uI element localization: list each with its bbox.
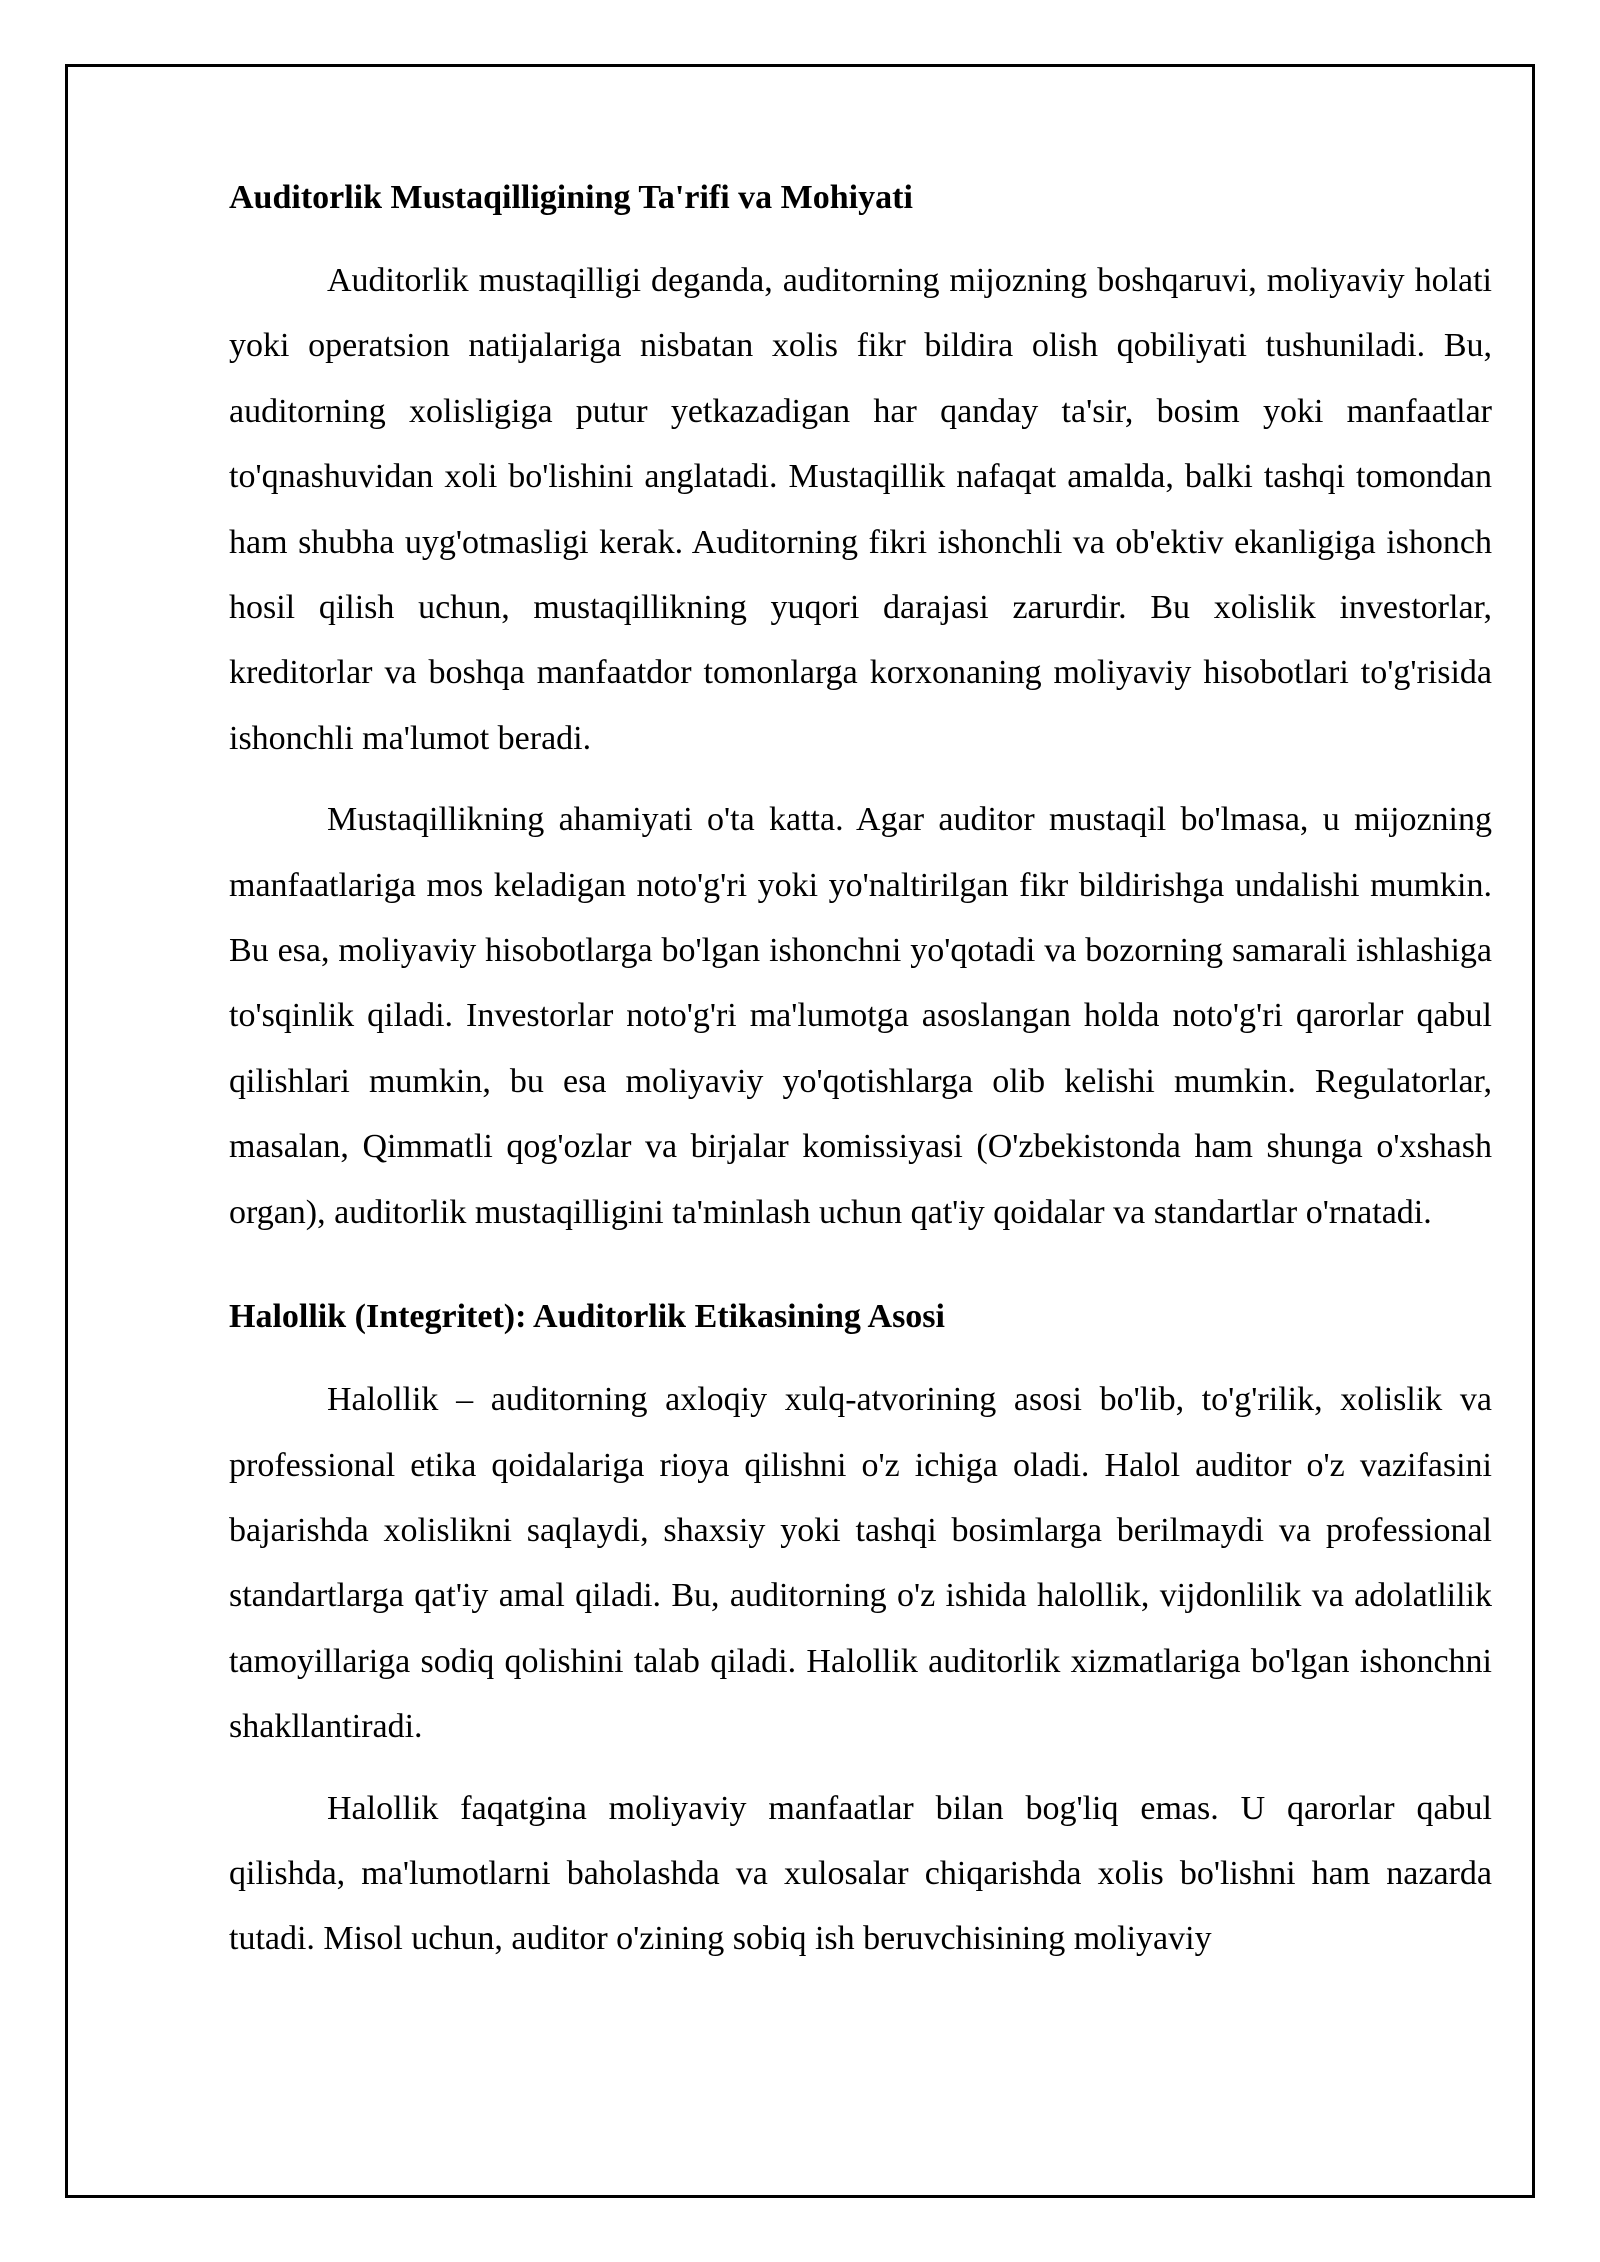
paragraph-independence-importance: Mustaqillikning ahamiyati o'ta katta. Agar auditor mustaqil bo'lmasa, u mijozning manfaatlariga mos keladigan noto'g'ri yoki yo'naltirilgan fikr bildirishga undalishi mumkin. Bu esa, moliyaviy hisobotlarga bo'lgan ishonchni yo'qotadi va bozorning samarali ishlashiga to'sqinlik qiladi. Investorlar noto'g'ri ma'lumotga asoslangan holda noto'g'ri qarorlar qabul qilishlari mumkin, bu esa moliyaviy yo'qotishlarga olib kelishi mumkin. Regulatorlar, masalan, Qimmatli qog'ozlar va birjalar komissiyasi (O'zbekistonda ham shunga o'xshash organ), auditorlik mustaqilligini ta'minlash uchun qat'iy qoidalar va standartlar o'rnatadi. <box>229 801 1492 1231</box>
paragraph-integrity-definition: Halollik – auditorning axloqiy xulq-atvorining asosi bo'lib, to'g'rilik, xolislik va professional etika qoidalariga rioya qilishni o'z ichiga oladi. Halol auditor o'z vazifasini bajarishda xolislikni saqlaydi, shaxsiy yoki tashqi bosimlarga berilmaydi va professional standartlarga qat'iy amal qiladi. Bu, auditorning o'z ishida halollik, vijdonlilik va adolatlilik tamoyillariga sodiq qolishini talab qiladi. Halollik auditorlik xizmatlariga bo'lgan ishonchni shakllantiradi. <box>229 1381 1492 1746</box>
paragraph-independence-definition: Auditorlik mustaqilligi deganda, auditorning mijozning boshqaruvi, moliyaviy holati yoki operatsion natijalariga nisbatan xolis fikr bildira olish qobiliyati tushuniladi. Bu, auditorning xolisligiga putur yetkazadigan har qanday ta'sir, bosim yoki manfaatlar to'qnashuvidan xoli bo'lishini anglatadi. Mustaqillik nafaqat amalda, balki tashqi tomondan ham shubha uyg'otmasligi kerak. Auditorning fikri ishonchli va ob'ektiv ekanligiga ishonch hosil qilish uchun, mustaqillikning yuqori darajasi zarurdir. Bu xolislik investorlar, kreditorlar va boshqa manfaatdor tomonlarga korxonaning moliyaviy hisobotlari to'g'risida ishonchli ma'lumot beradi. <box>229 262 1492 757</box>
paragraph-integrity-scope: Halollik faqatgina moliyaviy manfaatlar bilan bog'liq emas. U qarorlar qabul qilishda, ma'lumotlarni baholashda va xulosalar chiqarishda xolis bo'lishni ham nazarda tutadi. Misol uchun, auditor o'zining sobiq ish beruvchisining moliyaviy <box>229 1789 1492 1958</box>
section-heading-independence: Auditorlik Mustaqilligining Ta'rifi va Mohiyati <box>229 179 913 216</box>
document-body <box>229 170 1492 1988</box>
section-heading-integrity: Halollik (Integritet): Auditorlik Etikasining Asosi <box>229 1298 945 1336</box>
